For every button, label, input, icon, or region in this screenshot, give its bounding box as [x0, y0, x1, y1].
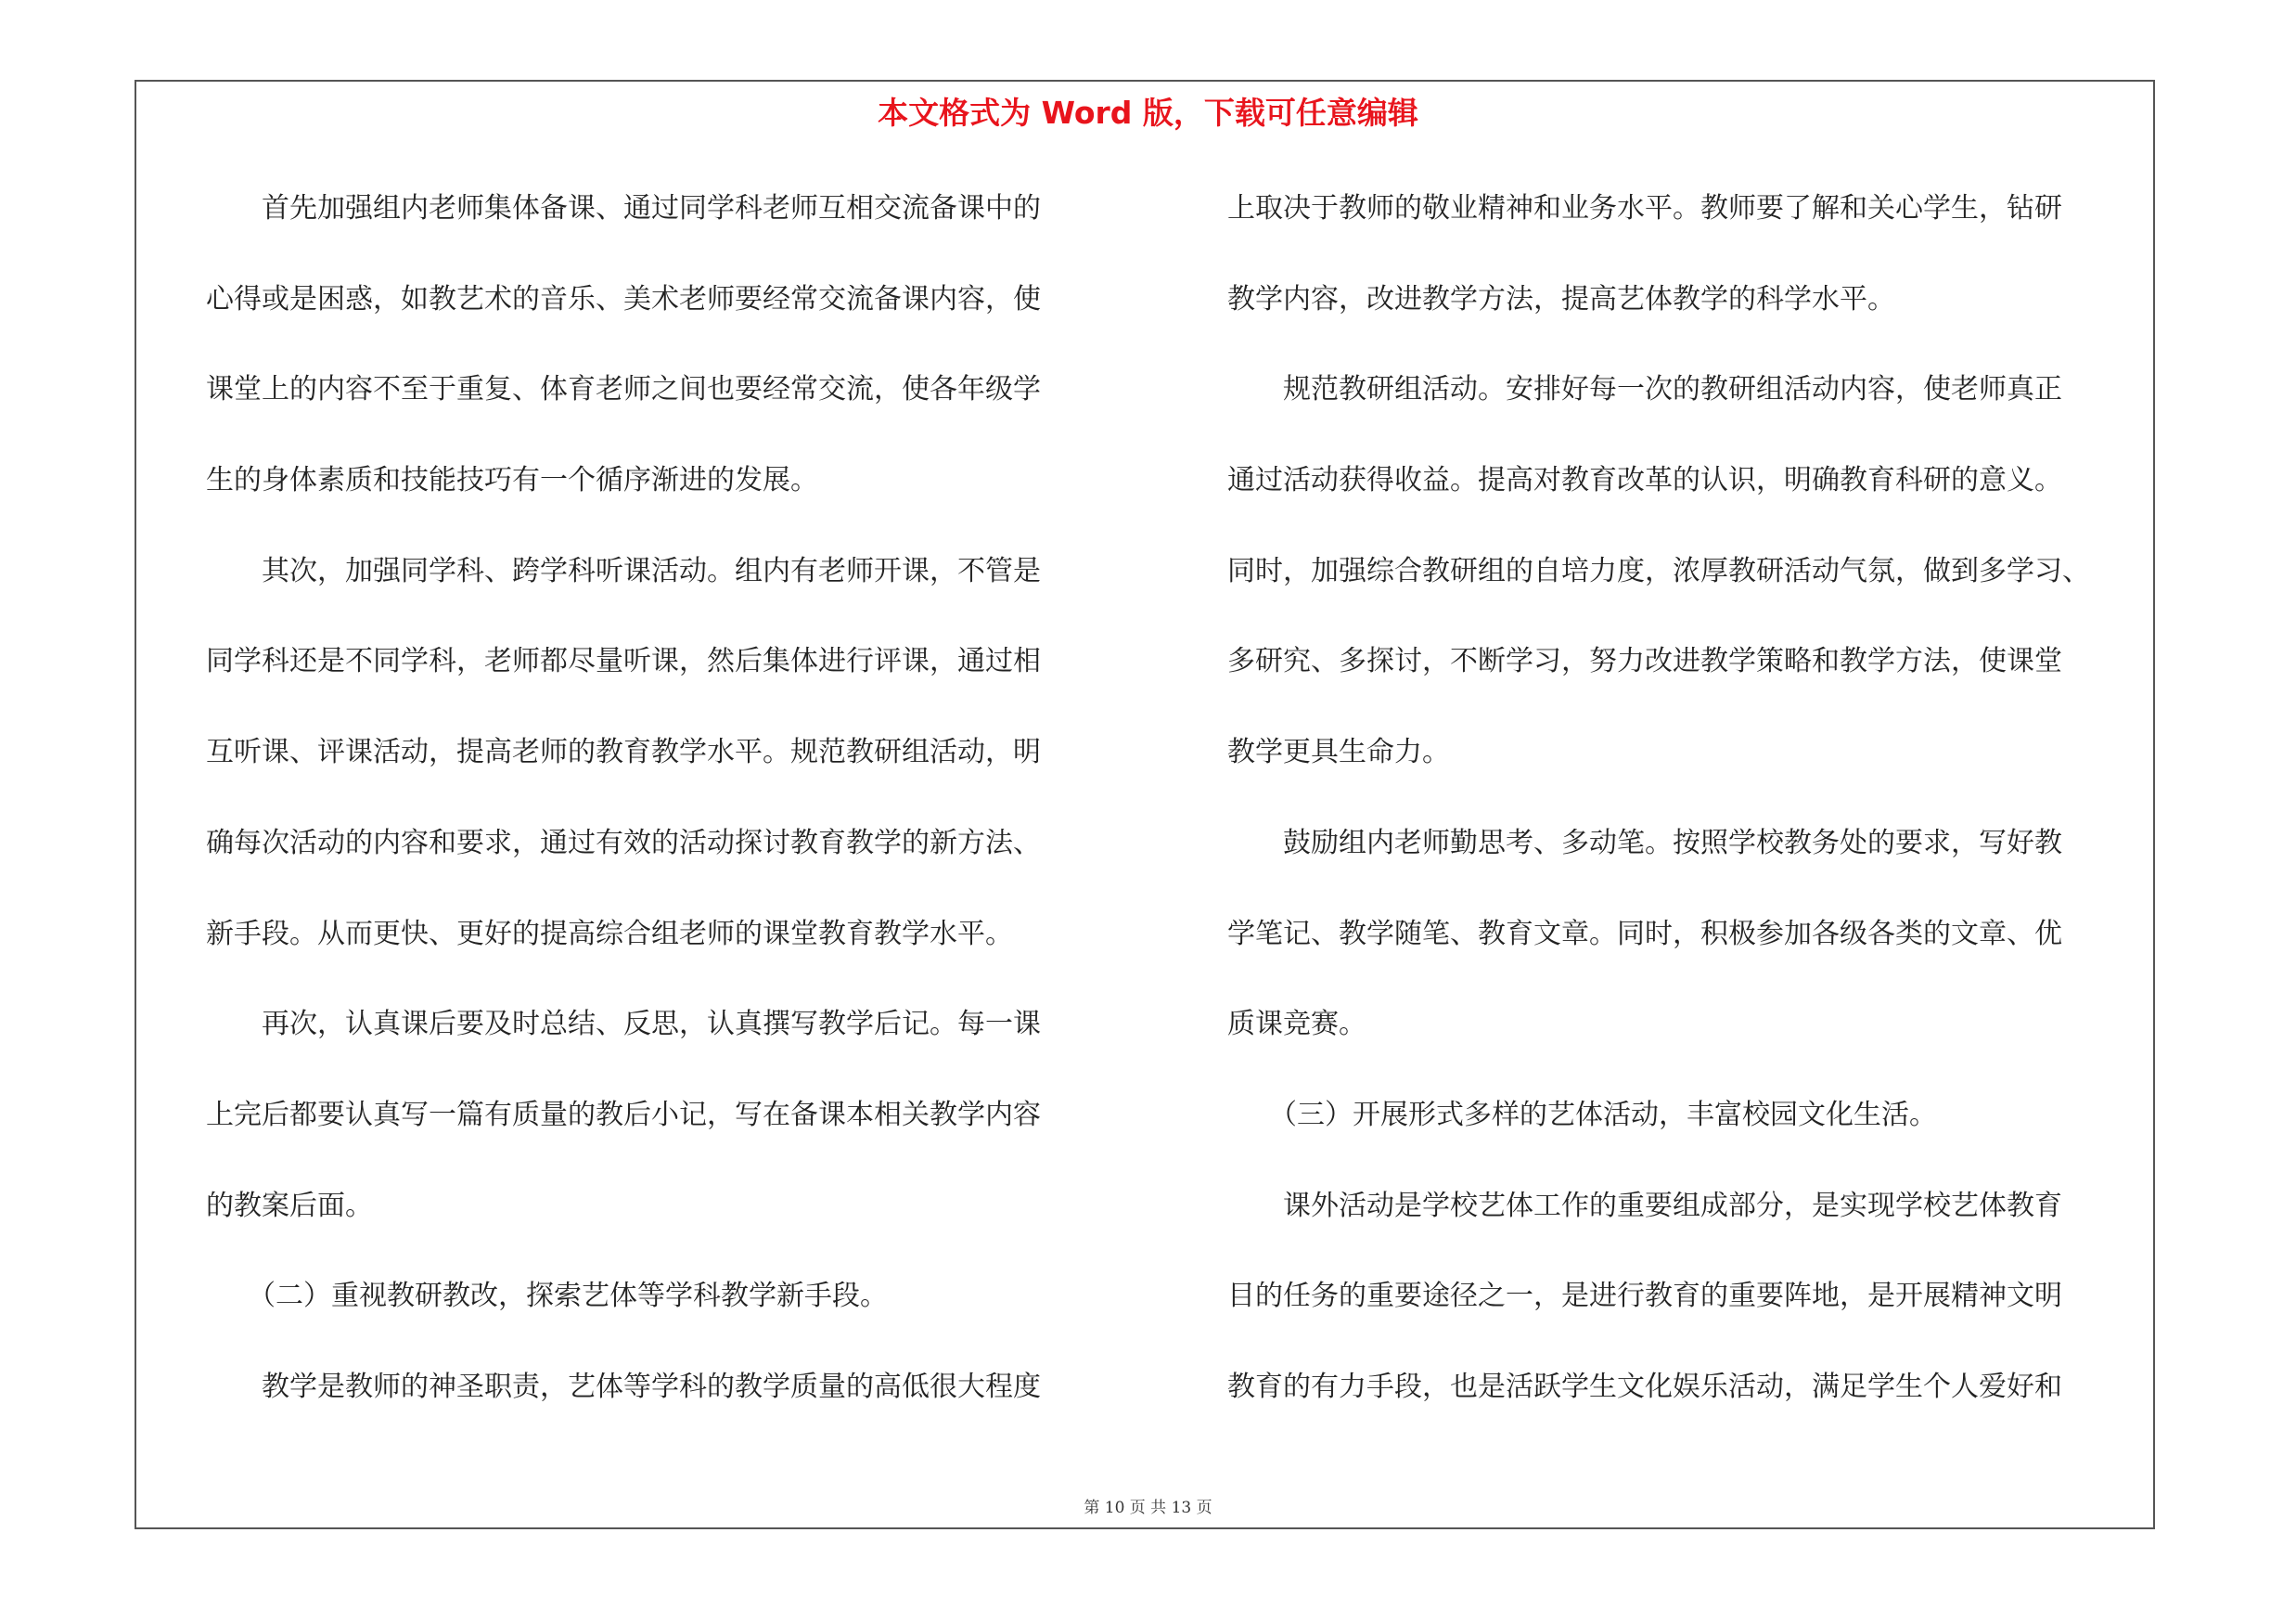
format-banner: 本文格式为 Word 版，下载可任意编辑 [878, 95, 1418, 131]
text-line: 鼓励组内老师勤思考、多动笔。按照学校教务处的要求，写好教 [1227, 826, 2062, 859]
text-line: 新手段。从而更快、更好的提高综合组老师的课堂教育教学水平。 [206, 917, 1013, 950]
page-number: 第 10 页 共 13 页 [1084, 1499, 1212, 1517]
text-line: 同时，加强综合教研组的自培力度，浓厚教研活动气氛，做到多学习、 [1227, 554, 2090, 587]
text-line: 的教案后面。 [206, 1189, 373, 1222]
text-line: 确每次活动的内容和要求，通过有效的活动探讨教育教学的新方法、 [206, 826, 1041, 859]
text-line: 教育的有力手段，也是活跃学生文化娱乐活动，满足学生个人爱好和 [1227, 1370, 2062, 1403]
text-line: 目的任务的重要途径之一，是进行教育的重要阵地，是开展精神文明 [1227, 1280, 2062, 1313]
text-line: 其次，加强同学科、跨学科听课活动。组内有老师开课，不管是 [206, 554, 1041, 587]
text-line: 教学是教师的神圣职责，艺体等学科的教学质量的高低很大程度 [206, 1370, 1041, 1403]
text-line: 生的身体素质和技能技巧有一个循序渐进的发展。 [206, 464, 818, 497]
text-line: 多研究、多探讨，不断学习，努力改进教学策略和教学方法，使课堂 [1227, 645, 2062, 678]
text-line: 同学科还是不同学科，老师都尽量听课，然后集体进行评课，通过相 [206, 645, 1041, 678]
right-column [1227, 186, 2146, 1455]
text-line: （二）重视教研教改，探索艺体等学科教学新手段。 [206, 1280, 888, 1313]
text-line: 课外活动是学校艺体工作的重要组成部分，是实现学校艺体教育 [1227, 1189, 2062, 1222]
text-line: 通过活动获得收益。提高对教育改革的认识，明确教育科研的意义。 [1227, 464, 2062, 497]
text-line: 心得或是困惑，如教艺术的音乐、美术老师要经常交流备课内容，使 [206, 282, 1041, 316]
text-line: （三）开展形式多样的艺体活动，丰富校园文化生活。 [1227, 1098, 1937, 1131]
left-column [206, 186, 1124, 1455]
text-line: 上取决于教师的敬业精神和业务水平。教师要了解和关心学生，钻研 [1227, 192, 2062, 225]
text-line: 上完后都要认真写一篇有质量的教后小记，写在备课本相关教学内容 [206, 1098, 1041, 1131]
text-line: 质课竞赛。 [1227, 1008, 1366, 1041]
text-line: 首先加强组内老师集体备课、通过同学科老师互相交流备课中的 [206, 192, 1041, 225]
text-line: 教学更具生命力。 [1227, 736, 1450, 769]
text-line: 教学内容，改进教学方法，提高艺体教学的科学水平。 [1227, 282, 1895, 316]
text-line: 学笔记、教学随笔、教育文章。同时，积极参加各级各类的文章、优 [1227, 917, 2062, 950]
text-line: 再次，认真课后要及时总结、反思，认真撰写教学后记。每一课 [206, 1008, 1041, 1041]
text-line: 规范教研组活动。安排好每一次的教研组活动内容，使老师真正 [1227, 373, 2062, 406]
text-line: 课堂上的内容不至于重复、体育老师之间也要经常交流，使各年级学 [206, 373, 1041, 406]
text-line: 互听课、评课活动，提高老师的教育教学水平。规范教研组活动，明 [206, 736, 1041, 769]
